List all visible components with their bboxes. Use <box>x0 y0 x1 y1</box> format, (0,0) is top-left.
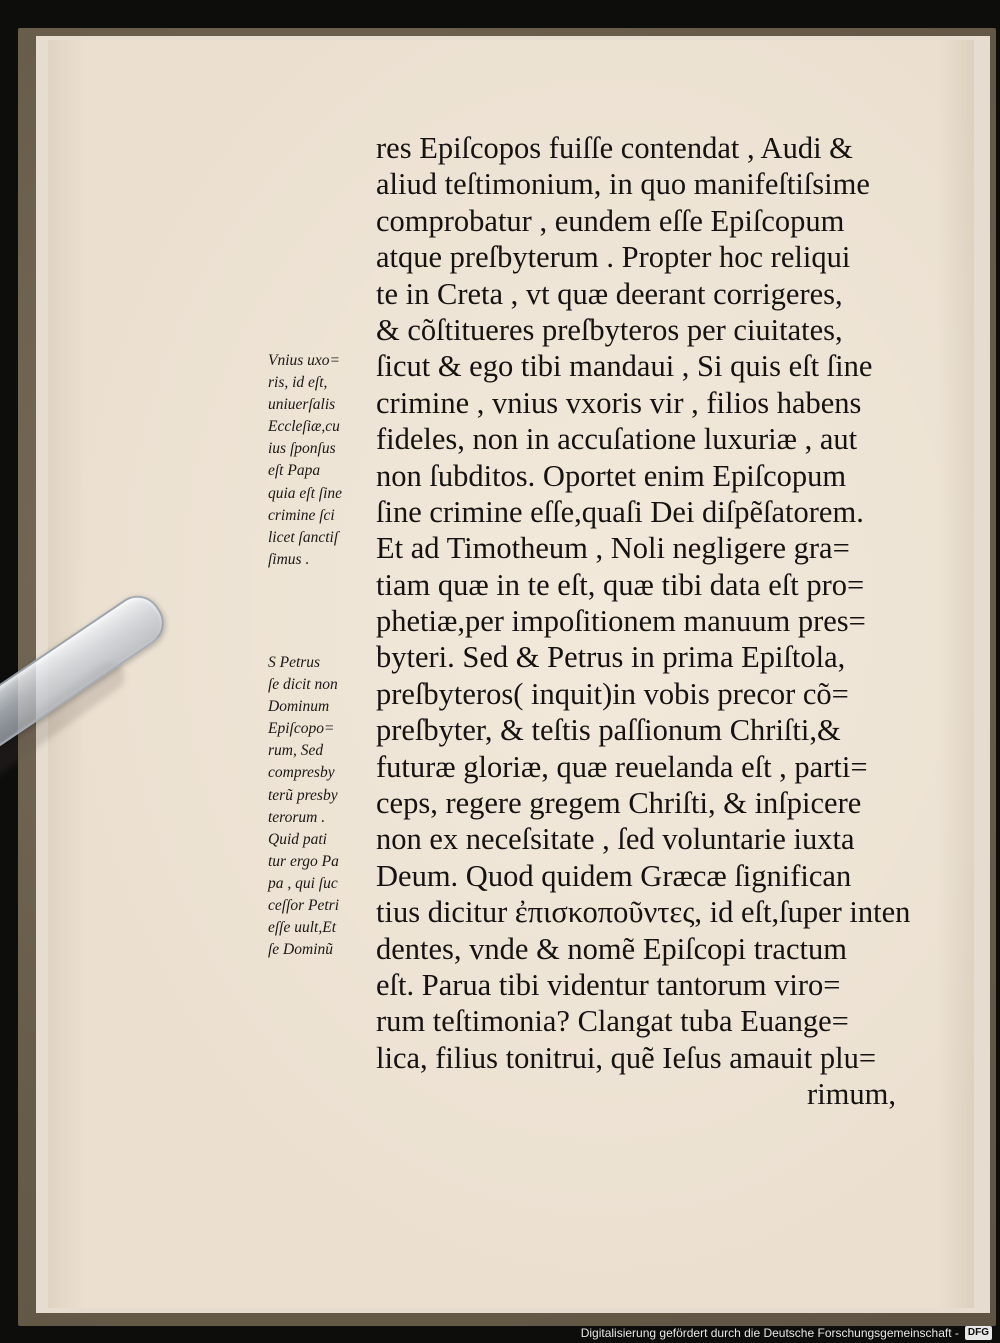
main-text-block <box>376 130 916 1113</box>
marginal-line: ius ſponſus <box>268 440 336 458</box>
marginal-line: rum, Sed <box>268 742 324 760</box>
text-line: Et ad Timotheum , Noli negligere gra= <box>376 531 850 566</box>
marginal-note-2 <box>268 652 374 961</box>
text-line: ceps, regere gregem Chriſti, & inſpicere <box>376 786 862 821</box>
dfg-logo: DFG <box>965 1326 992 1340</box>
text-line: atque preſbyterum . Propter hoc reliqui <box>376 240 851 275</box>
text-line: non ſubditos. Oportet enim Epiſcopum <box>376 458 847 493</box>
marginal-line: Quid pati <box>268 830 327 848</box>
text-line: phetiæ,per impoſitionem manuum pres= <box>376 604 866 639</box>
text-line: res Epiſcopos fuiſſe contendat , Audi & <box>376 131 853 165</box>
marginal-line: Dominum <box>268 698 330 716</box>
text-line: te in Creta , vt quæ deerant corrigeres, <box>376 276 843 311</box>
marginal-line: ceſſor Petri <box>268 897 340 915</box>
marginal-line: terorum . <box>268 808 326 826</box>
marginal-line: licet ſanctiſ <box>268 528 339 546</box>
marginal-line: Eccleſiæ,cu <box>268 418 340 436</box>
marginal-line: uniuerſalis <box>268 396 336 414</box>
text-line: comprobatur , eundem eſſe Epiſcopum <box>376 203 845 238</box>
marginal-line: quia eſt ſine <box>268 484 343 502</box>
marginal-line: Vnius uxo= <box>268 352 341 369</box>
marginal-line: pa , qui ſuc <box>268 874 338 892</box>
text-line: tius dicitur ἐπισκοποῦντες, id eſt,ſuper inten <box>376 895 911 930</box>
marginal-line: tur ergo Pa <box>268 852 339 870</box>
marginal-line: ſe dicit non <box>268 676 338 694</box>
text-line: eſt. Parua tibi videntur tantorum viro= <box>376 967 841 1002</box>
marginal-line: ris, id eſt, <box>268 374 328 392</box>
text-line: dentes, vnde & nomẽ Epiſcopi tractum <box>376 931 847 966</box>
text-line: non ex neceſsitate , ſed voluntarie iuxta <box>376 822 855 857</box>
text-line: ſine crimine eſſe,quaſi Dei diſpẽſatorem. <box>376 494 864 529</box>
footer-credit: Digitalisierung gefördert durch die Deutsche Forschungsgemeinschaft - <box>580 1326 959 1340</box>
text-line: futuræ gloriæ, quæ reuelanda eſt , parti= <box>376 749 868 784</box>
marginal-line: Epiſcopo= <box>268 720 335 738</box>
marginal-line: eſt Papa <box>268 462 321 480</box>
text-line: crimine , vnius vxoris vir , filios habens <box>376 385 862 420</box>
text-line: lica, filius tonitrui, quẽ Ieſus amauit plu= <box>376 1040 877 1075</box>
text-line: Deum. Quod quidem Græcæ ſignifican <box>376 858 852 893</box>
text-line: preſbyteros( inquit)in vobis precor cõ= <box>376 676 849 711</box>
marginal-line: compresby <box>268 764 335 782</box>
text-line: ſicut & ego tibi mandaui , Si quis eſt ſine <box>376 349 873 384</box>
text-line: & cõſtitueres preſbyteros per ciuitates, <box>376 312 843 347</box>
text-line: aliud teſtimonium, in quo manifeſtiſsime <box>376 167 870 202</box>
marginal-line: ſimus . <box>268 550 310 568</box>
marginal-line: ſe Dominũ <box>268 941 334 959</box>
marginal-line: S Petrus <box>268 654 321 671</box>
marginal-note-1 <box>268 350 374 571</box>
text-line: preſbyter, & teſtis paſſionum Chriſti,& <box>376 713 841 748</box>
marginal-line: crimine ſci <box>268 506 335 524</box>
text-line: rimum, <box>807 1077 896 1112</box>
text-line: rum teſtimonia? Clangat tuba Euange= <box>376 1004 849 1039</box>
digitization-footer <box>581 1326 992 1340</box>
marginal-line: terũ presby <box>268 786 338 804</box>
text-line: tiam quæ in te eſt, quæ tibi data eſt pro= <box>376 567 865 602</box>
text-line: fideles, non in accuſatione luxuriæ , aut <box>376 422 858 457</box>
marginal-line: eſſe uult,Et <box>268 919 337 937</box>
text-line: byteri. Sed & Petrus in prima Epiſtola, <box>376 640 846 675</box>
